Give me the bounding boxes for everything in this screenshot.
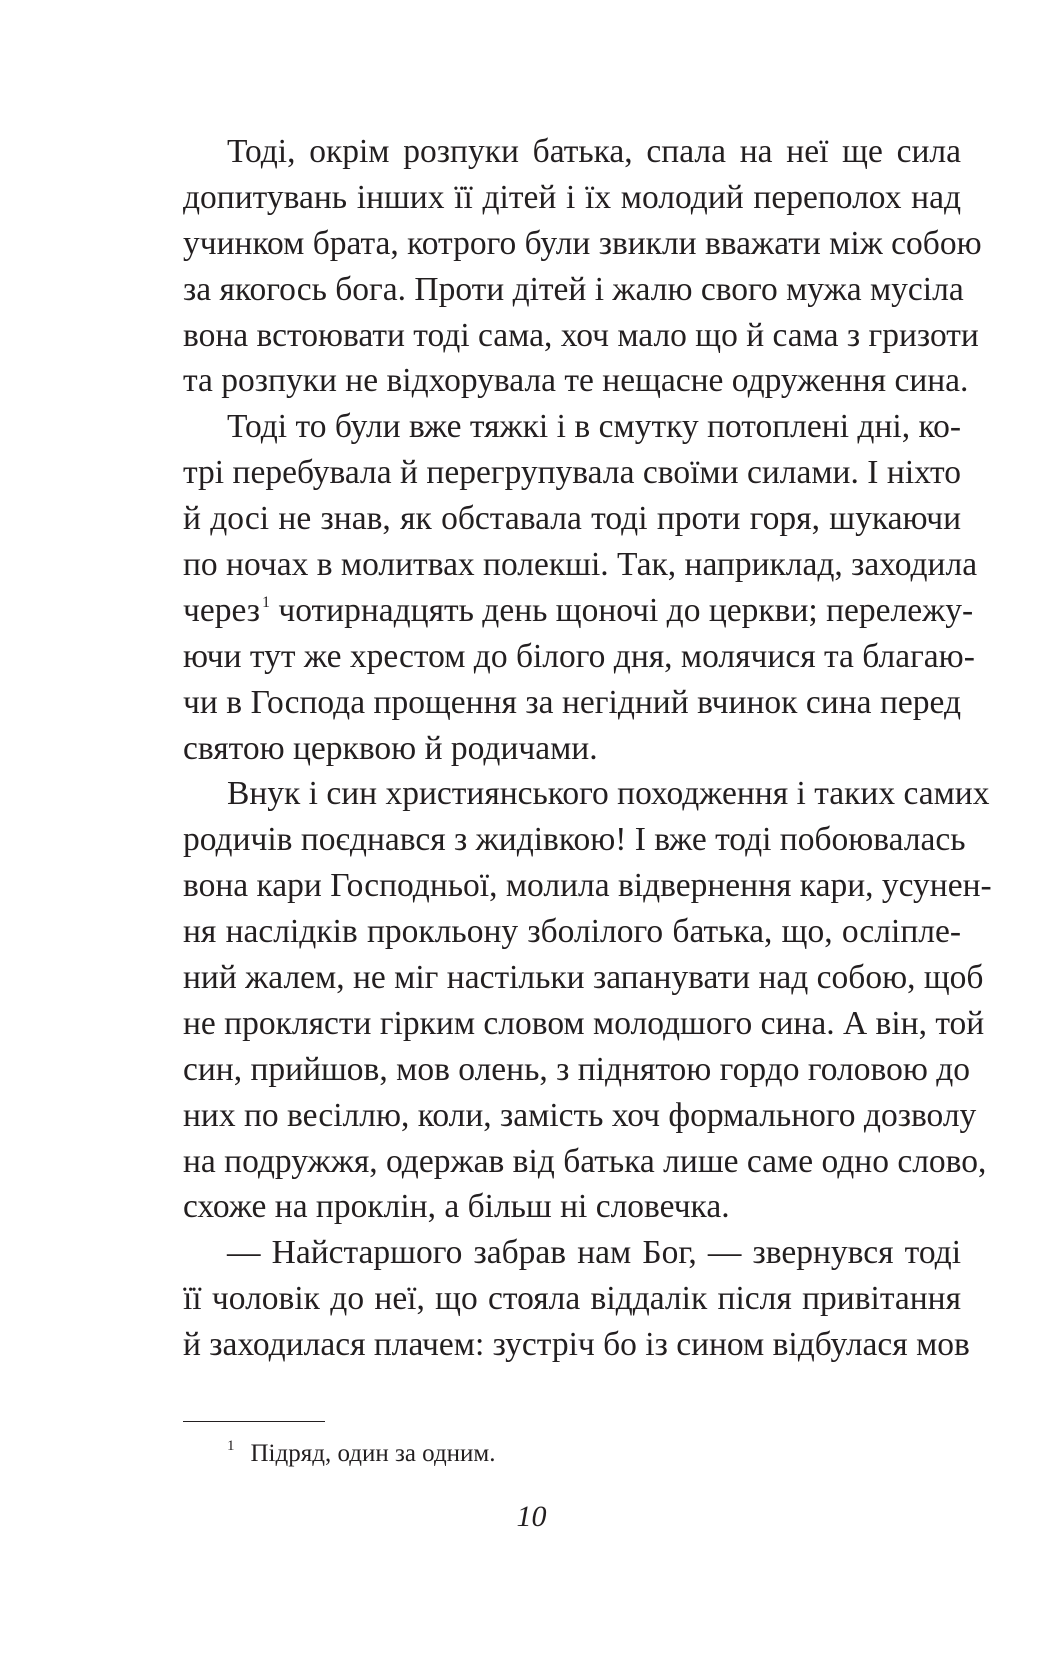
footnote-divider: [183, 1421, 325, 1422]
text-line: по ночах в молитвах полекші. Так, наприклад, заходила: [183, 546, 978, 584]
text-line: ний жалем, не міг настільки запанувати над собою, щоб: [183, 959, 984, 997]
text-line: за якогось бога. Проти дітей і жалю свого мужа мусіла: [183, 270, 964, 308]
text-line: ня наслідків прокльону зболілого батька, що, осліпле-: [183, 913, 961, 951]
text-line: чи в Господа прощення за негідний вчинок сина перед: [183, 683, 961, 721]
text-line: Внук і син християнського походження і таких самих: [227, 775, 990, 813]
body-text: [183, 129, 992, 1368]
text-line: допитувань інших її дітей і їх молодий переполох над: [183, 178, 961, 216]
footnote: [227, 1437, 496, 1471]
text-line: трі перебувала й перегрупувала своїми силами. І ніхто: [183, 454, 961, 492]
text-line: та розпуки не відхорувала те нещасне одруження сина.: [183, 362, 969, 400]
text-line: її чоловік до неї, що стояла віддалік після привітання: [183, 1280, 961, 1318]
text-line: схоже на проклін, а більш ні словечка.: [183, 1188, 730, 1226]
page-number: 10: [516, 1500, 547, 1533]
text-line: вона кари Господньої, молила відвернення кари, усунен-: [183, 867, 992, 905]
footnote-mark: 1: [227, 1438, 235, 1454]
footnote-text: Підряд, один за одним.: [250, 1440, 496, 1467]
text-line: — Найстаршого забрав нам Бог, — звернувся тоді: [227, 1234, 961, 1272]
text-line: родичів поєднався з жидівкою! І вже тоді побоювалась: [183, 821, 966, 859]
text-line: й заходилася плачем: зустріч бо із сином відбулася мов: [183, 1326, 970, 1364]
text-line: учинком брата, котрого були звикли вважати між собою: [183, 224, 982, 262]
text-line: не проклясти гірким словом молодшого сина. А він, той: [183, 1004, 985, 1042]
text-fragment: чотирнадцять день щоночі до церкви; перележу-: [269, 591, 974, 629]
text-line: ючи тут же хрестом до білого дня, молячися та благаю-: [183, 637, 975, 675]
text-fragment: через: [183, 591, 260, 629]
text-line: син, прийшов, мов олень, з піднятою гордо головою до: [183, 1050, 971, 1088]
text-line: святою церквою й родичами.: [183, 729, 598, 767]
text-line-with-footnote-ref: [183, 588, 974, 634]
text-line: Тоді то були вже тяжкі і в смутку потоплені дні, ко-: [227, 408, 961, 446]
text-line: на подружжя, одержав від батька лише саме одно слово,: [183, 1142, 987, 1180]
text-line: них по весіллю, коли, замість хоч формального дозволу: [183, 1096, 977, 1134]
text-line: вона встоювати тоді сама, хоч мало що й сама з гризоти: [183, 316, 979, 354]
footnote-reference[interactable]: 1: [261, 593, 270, 611]
text-line: й досі не знав, як обставала тоді проти горя, шукаючи: [183, 500, 961, 538]
text-line: Тоді, окрім розпуки батька, спала на неї ще сила: [227, 133, 961, 170]
